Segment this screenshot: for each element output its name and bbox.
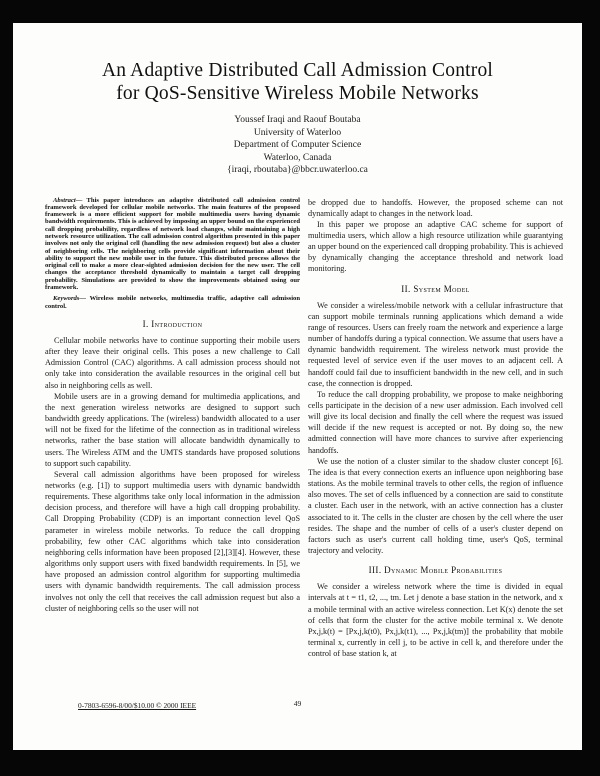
paragraph: be dropped due to handoffs. However, the proposed scheme can not dynamically adapt to changes in the network load. xyxy=(308,197,563,218)
paragraph: Cellular mobile networks have to continue supporting their mobile users after they leave their original cells. This poses a new challenge to Call Admission Control (CAC) algorithms. A call admission process should not only take into consideration the available resources in the original cell but also in neighboring cells as well. xyxy=(45,335,300,390)
section-heading-introduction: I. Introduction xyxy=(142,318,203,329)
footer-copyright: 0-7803-6596-8/00/$10.00 © 2000 IEEE xyxy=(78,701,197,710)
author-block xyxy=(13,114,582,177)
section-heading-dynamic-mobile-probabilities: III. Dynamic Mobile Probabilities xyxy=(368,565,503,576)
author-email: {iraqi, rboutaba}@bbcr.uwaterloo.ca xyxy=(227,165,368,175)
paragraph: We consider a wireless/mobile network with a cellular infrastructure that can support mobile terminals running applications which demand a wide range of resources. Users can freely roam the network and experience a large number of handoffs during a typical connection. We assume that users have a dynamic bandwidth requirement. The wireless network must provide the requested level of service even if the user moves to an adjacent cell. A handoff could fail due to insufficient bandwidth in the new cell, and in such case, the connection is dropped. xyxy=(308,300,563,388)
paragraph: We consider a wireless network where the time is divided in equal intervals at t = t1, t2, ..., tm. Let j denote a base station in the network, and x a mobile terminal with an active wireless connection. Let K(x) denote the set of cells that form the cluster for the active mobile terminal x. We denote Px,j,k(t) = [Px,j,k(t0), Px,j,k(t1), ..., Px,j,k(tm)] the probability that mobile terminal x, currently in cell j, to be active in cell k, and therefore under the control of base station k, at xyxy=(308,582,563,659)
right-column xyxy=(308,197,563,660)
paragraph: Mobile users are in a growing demand for multimedia applications, and the next generation wireless networks are designed to support such bandwidth greedy applications. The (wireless) bandwidth allocated to a user will not be fixed for the lifetime of the connection as in traditional wireless networks, rather the base station will allocate bandwidth dynamically to users. The Wireless ATM and the UMTS standards have proposed solutions to support such capability. xyxy=(45,391,300,468)
left-column xyxy=(45,197,300,660)
abstract-label: Abstract— xyxy=(53,196,83,204)
affiliation-department: Department of Computer Science xyxy=(233,140,362,150)
keywords-text: Wireless mobile networks, multimedia traffic, adaptive call admission control. xyxy=(45,295,300,310)
paragraph: In this paper we propose an adaptive CAC scheme for support of multimedia users, which allow a high resource utilization while guarantying an upper bound on the experienced call dropping probability. This is achieved by dynamically changing the acceptance threshold and network load monitoring. xyxy=(308,219,563,274)
page-number: 49 xyxy=(293,699,302,708)
section-heading-system-model: II. System Model xyxy=(401,283,470,294)
author-names: Youssef Iraqi and Raouf Boutaba xyxy=(234,115,361,125)
paper-page xyxy=(13,23,582,750)
keywords xyxy=(45,295,300,310)
page-content xyxy=(13,23,582,750)
affiliation-city: Waterloo, Canada xyxy=(263,152,332,163)
abstract-text: This paper introduces an adaptive distributed call admission control framework developed for cellular mobile networks. The main features of the proposed framework is a more efficient support for mobile multimedia users having dynamic bandwidth requirements. This is achieved by imposing an upper bound on the experienced call dropping probability, regardless of network load changes, while maintaining a high network resource utilization. The call admission control algorithm presented in this paper involves not only the original cell (handling the new admission request) but also a cluster of neighboring cells. The neighboring cells provide significant information about their ability to support the new mobile user in the future. This distributed process allows the original cell to make a more clear-sighted admission decision for the new user. The cell changes the acceptance threshold dynamically to maintain a target call dropping probability. Simulations are provided to show the improvements obtained using our framework. xyxy=(45,196,300,292)
abstract xyxy=(45,197,300,292)
two-column-body xyxy=(45,197,563,660)
affiliation-university: University of Waterloo xyxy=(253,127,342,138)
page-title xyxy=(13,59,582,105)
title-line-1: An Adaptive Distributed Call Admission Control xyxy=(101,60,494,81)
keywords-label: Keywords— xyxy=(53,295,86,303)
title-line-2: for QoS-Sensitive Wireless Mobile Networks xyxy=(116,83,479,104)
paragraph: Several call admission algorithms have been proposed for wireless networks (e.g. [1]) to support multimedia users with dynamic bandwidth requirements. These algorithms take only local information in the admission decision process, and therefore will have a high call dropping probability. Call Dropping Probability (CDP) is an important connection level QoS parameter in wireless mobile networks. To reduce the call dropping probability, few other CAC algorithms which take into consideration neighboring cells information have been proposed [2],[3][4]. However, these algorithms only support users with fixed bandwidth requirements. In [5], we have proposed an admission control algorithm for supporting multimedia users with dynamic bandwidth requirements. The call admission process involves not only the cell that receives the call admission request but also a cluster of neighboring cells so the user will not xyxy=(45,469,300,613)
paragraph: To reduce the call dropping probability, we propose to make neighboring cells participate in the decision of a new user admission. Each involved cell will give its local decision and finally the cell where the request was issued will decide if the new request is accepted or not. By doing so, the new admitted connection will have more chances to survive after experiencing handoffs. xyxy=(308,389,563,455)
paragraph: We use the notion of a cluster similar to the shadow cluster concept [6]. The idea is that every connection exerts an influence upon neighboring base stations. As the mobile terminal travels to other cells, the region of influence also moves. The set of cells influenced by a connection are said to constitute a cluster. Each user in the network, with an active connection has a cluster associated to it. The cells in the cluster are chosen by the cell where the user resides. The shape and the number of cells of a user's cluster depend on factors such as user's current call holding time, user's QoS, terminal trajectory and velocity. xyxy=(308,456,563,556)
